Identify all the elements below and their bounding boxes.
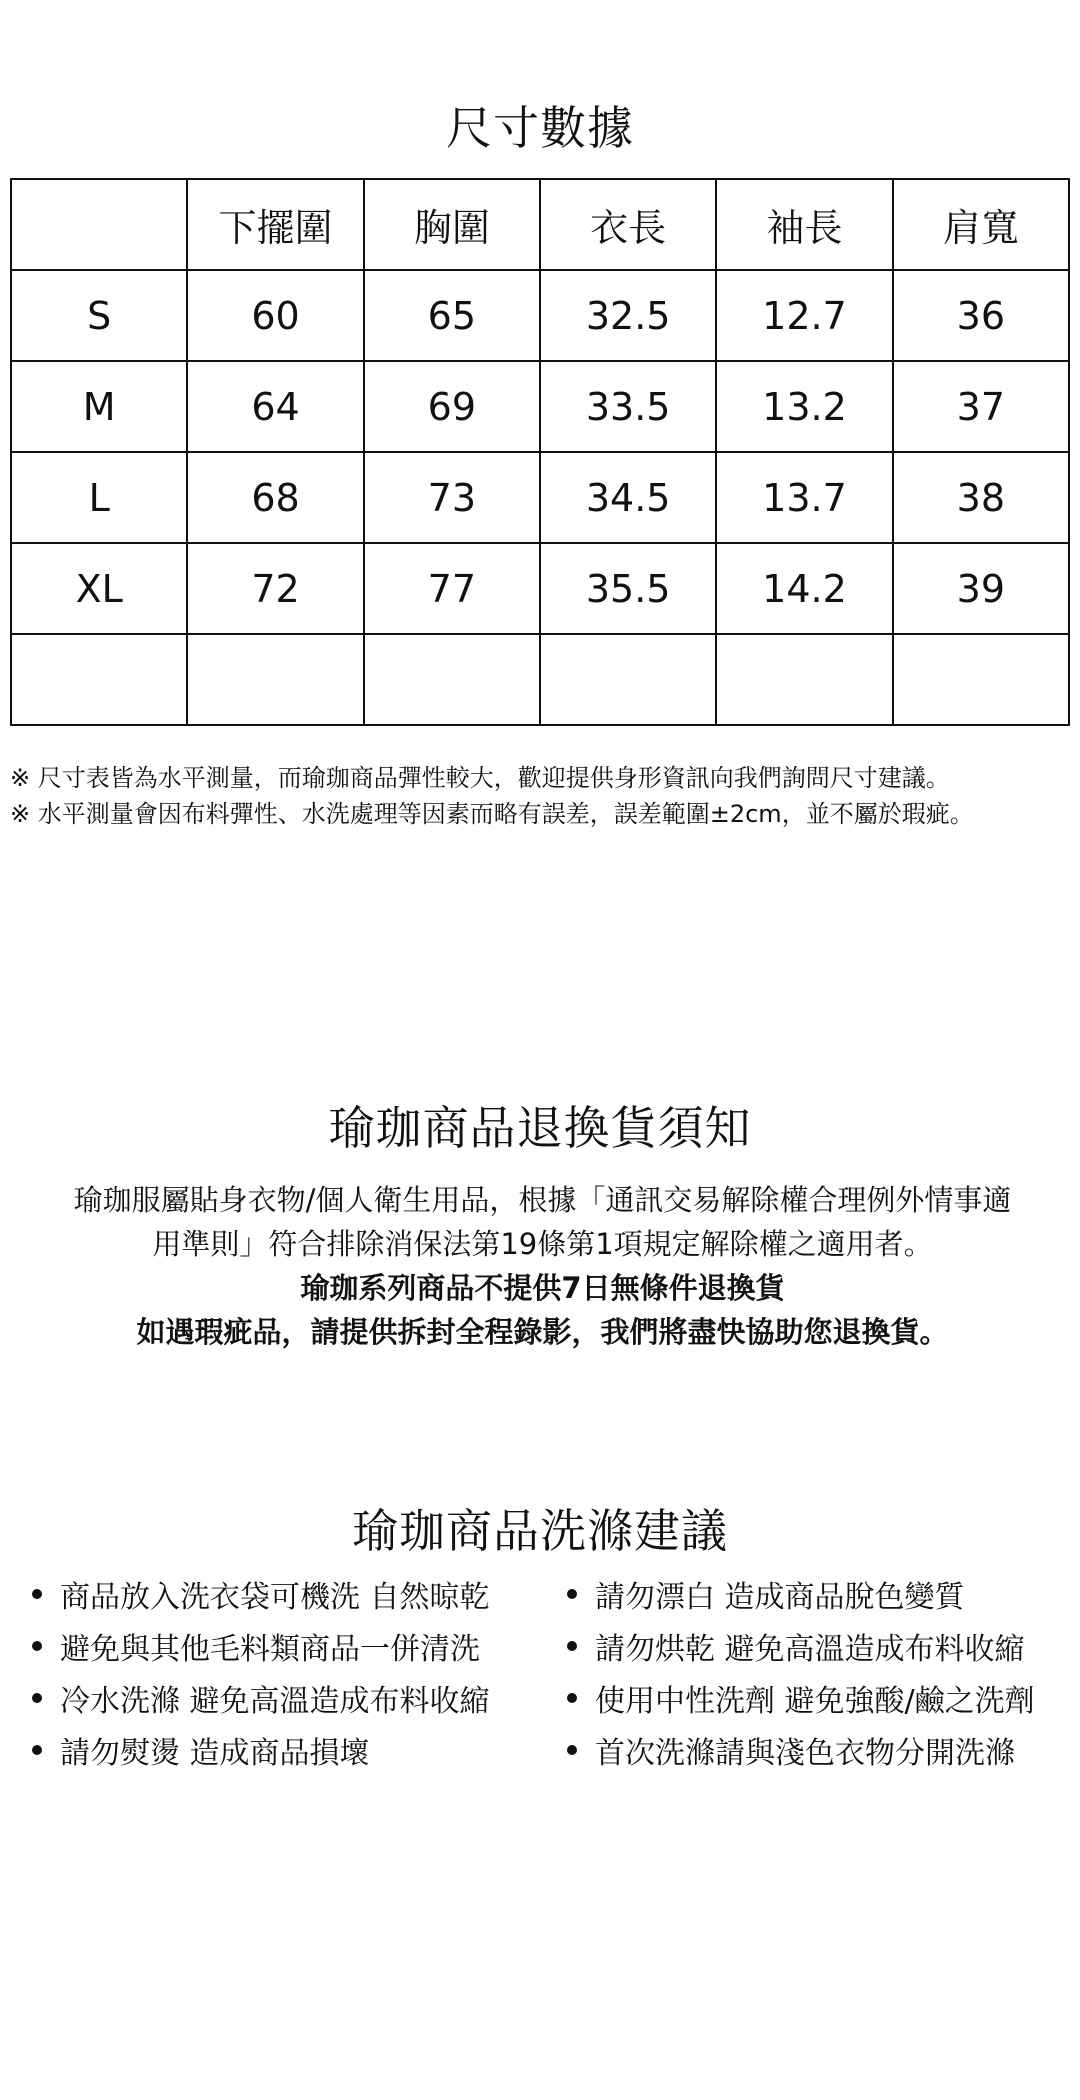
table-cell: 60: [187, 270, 363, 361]
list-item: [20, 1624, 555, 1668]
returns-title: 瑜珈商品退換貨須知: [328, 1101, 752, 1155]
table-cell: 34.5: [540, 452, 716, 543]
care-title: 瑜珈商品洗滌建議: [352, 1504, 728, 1558]
table-row: [11, 361, 1069, 452]
table-row: [11, 452, 1069, 543]
table-cell: [540, 634, 716, 725]
bullet-icon: [32, 1641, 42, 1651]
table-cell: 12.7: [716, 270, 892, 361]
returns-line: 瑜珈服屬貼身衣物/個人衛生用品，根據「通訊交易解除權合理例外情事適: [73, 1183, 1012, 1217]
table-cell: 37: [893, 361, 1069, 452]
table-cell: 64: [187, 361, 363, 452]
size-label-cell: M: [11, 361, 187, 452]
bullet-icon: [32, 1745, 42, 1755]
table-cell: 72: [187, 543, 363, 634]
size-label-cell: L: [11, 452, 187, 543]
list-item: [555, 1728, 1070, 1772]
table-cell: 39: [893, 543, 1069, 634]
header-cell: 袖長: [716, 179, 892, 270]
bullet-icon: [567, 1641, 577, 1651]
table-cell: 33.5: [540, 361, 716, 452]
care-item-text: 請勿漂白 造成商品脫色變質: [595, 1580, 965, 1615]
care-list: [20, 1572, 1070, 1772]
size-table: [10, 178, 1070, 726]
list-item: [20, 1572, 555, 1616]
bullet-icon: [567, 1745, 577, 1755]
bullet-icon: [567, 1693, 577, 1703]
table-row: [11, 543, 1069, 634]
table-cell: [893, 634, 1069, 725]
table-header-row: [11, 179, 1069, 270]
size-label-cell: XL: [11, 543, 187, 634]
table-cell: 14.2: [716, 543, 892, 634]
table-cell: 69: [364, 361, 540, 452]
table-cell: 32.5: [540, 270, 716, 361]
size-note: ※ 水平測量會因布料彈性、水洗處理等因素而略有誤差，誤差範圍±2cm，並不屬於瑕疵。: [10, 800, 974, 828]
table-cell: 73: [364, 452, 540, 543]
table-row-empty: [11, 634, 1069, 725]
table-row: [11, 270, 1069, 361]
size-chart-title: 尺寸數據: [446, 101, 634, 155]
list-item: [555, 1624, 1070, 1668]
table-cell: 13.2: [716, 361, 892, 452]
care-item-text: 使用中性洗劑 避免強酸/鹼之洗劑: [595, 1684, 1035, 1719]
table-cell: 35.5: [540, 543, 716, 634]
care-item-text: 請勿熨燙 造成商品損壞: [60, 1736, 370, 1771]
care-item-text: 避免與其他毛料類商品一併清洗: [60, 1632, 480, 1667]
size-note: ※ 尺寸表皆為水平測量，而瑜珈商品彈性較大，歡迎提供身形資訊向我們詢問尺寸建議。: [10, 764, 950, 792]
table-cell: [187, 634, 363, 725]
table-cell: [716, 634, 892, 725]
list-item: [555, 1572, 1070, 1616]
table-cell: [364, 634, 540, 725]
bullet-icon: [567, 1589, 577, 1599]
care-item-text: 首次洗滌請與淺色衣物分開洗滌: [595, 1736, 1015, 1771]
care-item-text: 冷水洗滌 避免高溫造成布料收縮: [60, 1684, 490, 1719]
header-cell: 肩寬: [893, 179, 1069, 270]
table-cell: 13.7: [716, 452, 892, 543]
size-label-cell: S: [11, 270, 187, 361]
header-cell: 衣長: [540, 179, 716, 270]
table-cell: 77: [364, 543, 540, 634]
table-cell: 68: [187, 452, 363, 543]
list-item: [20, 1728, 555, 1772]
header-cell: 胸圍: [364, 179, 540, 270]
care-item-text: 請勿烘乾 避免高溫造成布料收縮: [595, 1632, 1025, 1667]
care-item-text: 商品放入洗衣袋可機洗 自然晾乾: [60, 1580, 490, 1615]
table-cell: 36: [893, 270, 1069, 361]
list-item: [555, 1676, 1070, 1720]
returns-bold-line: 瑜珈系列商品不提供7日無條件退換貨: [300, 1271, 785, 1305]
bullet-icon: [32, 1693, 42, 1703]
table-cell: 38: [893, 452, 1069, 543]
header-cell: 下擺圍: [187, 179, 363, 270]
table-cell: [11, 634, 187, 725]
table-cell: 65: [364, 270, 540, 361]
bullet-icon: [32, 1589, 42, 1599]
size-notes: [10, 760, 1075, 832]
header-cell: [11, 179, 187, 270]
returns-line: 用準則」符合排除消保法第19條第1項規定解除權之適用者。: [152, 1227, 933, 1261]
list-item: [20, 1676, 555, 1720]
returns-bold-line: 如遇瑕疵品，請提供拆封全程錄影，我們將盡快協助您退換貨。: [136, 1315, 949, 1349]
returns-policy-text: [10, 1178, 1075, 1354]
